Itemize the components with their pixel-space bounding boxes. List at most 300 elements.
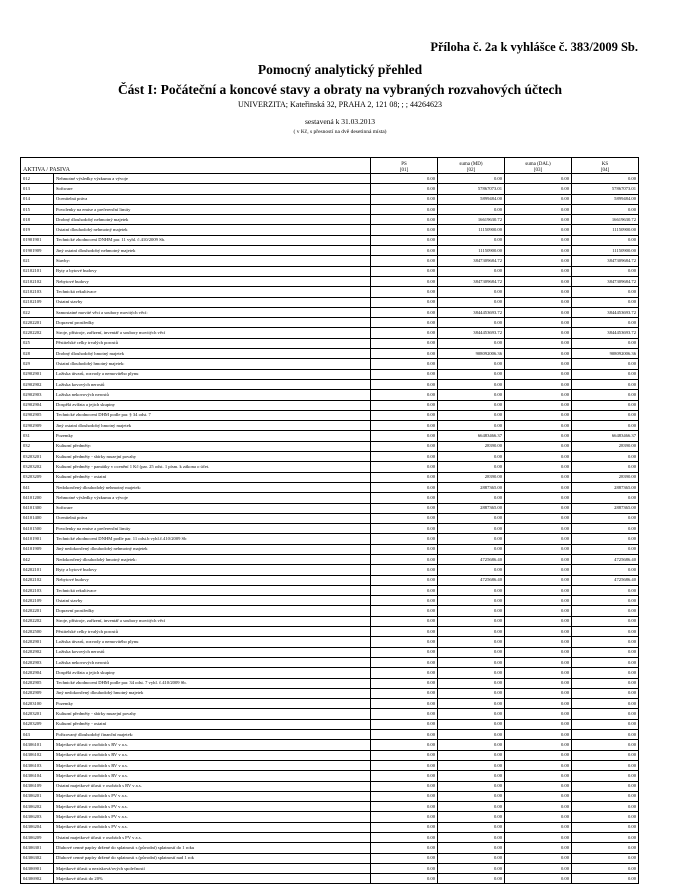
ps-value: 0.00	[371, 709, 438, 719]
ks-value: 0.00	[572, 853, 639, 863]
table-row	[21, 719, 639, 729]
account-code: 04306102	[21, 750, 54, 760]
table-row	[21, 174, 639, 184]
account-name: Ostatní dlouhodobý hmotný majetek:	[54, 359, 371, 369]
ks-value: 0.00	[572, 452, 639, 462]
ks-value: 0.00	[572, 719, 639, 729]
account-name: Jiný nedokončený dlouhodobý nehmotný majetek	[54, 544, 371, 554]
dal-value: 0.00	[505, 863, 572, 873]
ps-value: 0.00	[371, 575, 438, 585]
account-code: 04306902	[21, 874, 54, 884]
ps-value: 0.00	[371, 462, 438, 472]
annex-reference: Příloha č. 2a k vyhlášce č. 383/2009 Sb.	[430, 40, 638, 54]
account-name: Ložiska kovových nerostů	[54, 379, 371, 389]
dal-value: 0.00	[505, 657, 572, 667]
ks-value: 0.00	[572, 668, 639, 678]
dal-value: 0.00	[505, 390, 572, 400]
table-row	[21, 410, 639, 420]
account-name: Drobný dlouhodobý hmotný majetek	[54, 349, 371, 359]
ps-value: 0.00	[371, 657, 438, 667]
table-row	[21, 647, 639, 657]
table-row	[21, 379, 639, 389]
md-value: 0.00	[438, 318, 505, 328]
account-name: Technické zhodnocení DHM podle par. § 34 odst. 7	[54, 410, 371, 420]
md-value: 0.00	[438, 668, 505, 678]
ks-value: 0.00	[572, 833, 639, 843]
account-name: Ložiska nekovových nerostů	[54, 657, 371, 667]
ks-value: 66483466.37	[572, 431, 639, 441]
account-name: Ostatní majetkové účasti v osobách s RV v a.s.	[54, 781, 371, 791]
dal-value: 0.00	[505, 874, 572, 884]
dal-value: 0.00	[505, 359, 572, 369]
ks-value: 0.00	[572, 606, 639, 616]
dal-value: 0.00	[505, 184, 572, 194]
ks-value: 2887365.00	[572, 482, 639, 492]
table-row	[21, 287, 639, 297]
table-row	[21, 627, 639, 637]
account-code: 04101909	[21, 544, 54, 554]
ps-value: 0.00	[371, 637, 438, 647]
account-name: Nedokončený dlouhodobý hmotný majetek:	[54, 554, 371, 564]
account-code: 04306204	[21, 822, 54, 832]
ps-value: 0.00	[371, 596, 438, 606]
account-code: 02102103	[21, 287, 54, 297]
ps-value: 0.00	[371, 369, 438, 379]
ps-value: 0.00	[371, 585, 438, 595]
ps-value: 0.00	[371, 482, 438, 492]
account-name: Dopravní prostředky	[54, 606, 371, 616]
account-name: Dluhové cenné papíry držené do splatnosti s (původní) splatností do 1 roku	[54, 843, 371, 853]
account-code: 028	[21, 349, 54, 359]
ps-value: 0.00	[371, 503, 438, 513]
md-value: 0.00	[438, 699, 505, 709]
dal-value: 0.00	[505, 544, 572, 554]
account-code: 04203100	[21, 699, 54, 709]
table-row	[21, 709, 639, 719]
ps-value: 0.00	[371, 174, 438, 184]
table-row	[21, 843, 639, 853]
ps-value: 0.00	[371, 853, 438, 863]
account-code: 025	[21, 338, 54, 348]
table-row	[21, 513, 639, 523]
dal-value: 0.00	[505, 204, 572, 214]
ps-value: 0.00	[371, 812, 438, 822]
ks-value: 0.00	[572, 760, 639, 770]
ps-value: 0.00	[371, 524, 438, 534]
ps-value: 0.00	[371, 215, 438, 225]
ks-value: 3844453693.72	[572, 328, 639, 338]
account-code: 04306901	[21, 863, 54, 873]
account-code: 04202909	[21, 688, 54, 698]
ps-value: 0.00	[371, 276, 438, 286]
ks-value: 0.00	[572, 400, 639, 410]
account-code: 04101500	[21, 524, 54, 534]
account-name: Ostatní majetkové účasti v osobách s PV v a.s.	[54, 833, 371, 843]
account-code: 04101200	[21, 493, 54, 503]
ks-value: 0.00	[572, 627, 639, 637]
ps-value: 0.00	[371, 338, 438, 348]
md-value: 0.00	[438, 390, 505, 400]
dal-value: 0.00	[505, 760, 572, 770]
dal-value: 0.00	[505, 524, 572, 534]
ps-value: 0.00	[371, 730, 438, 740]
ps-value: 0.00	[371, 771, 438, 781]
ks-value: 908092006.36	[572, 349, 639, 359]
ks-value: 0.00	[572, 709, 639, 719]
account-code: 03203202	[21, 462, 54, 472]
account-name: Nebytové budovy	[54, 276, 371, 286]
account-name: Nedokončený dlouhodobý nehmotný majetek:	[54, 482, 371, 492]
ks-value: 0.00	[572, 287, 639, 297]
dal-value: 0.00	[505, 246, 572, 256]
dal-value: 0.00	[505, 709, 572, 719]
dal-value: 0.00	[505, 678, 572, 688]
dal-value: 0.00	[505, 730, 572, 740]
md-value: 0.00	[438, 297, 505, 307]
account-code: 03203209	[21, 472, 54, 482]
account-code: 04306203	[21, 812, 54, 822]
table-row	[21, 524, 639, 534]
ps-value: 0.00	[371, 843, 438, 853]
account-name: Pozemky	[54, 431, 371, 441]
md-value: 0.00	[438, 853, 505, 863]
account-code: 04202903	[21, 657, 54, 667]
md-value: 0.00	[438, 833, 505, 843]
account-code: 022	[21, 307, 54, 317]
md-value: 0.00	[438, 719, 505, 729]
ps-value: 0.00	[371, 781, 438, 791]
ks-value: 0.00	[572, 678, 639, 688]
table-row	[21, 400, 639, 410]
account-code: 014	[21, 194, 54, 204]
table-row	[21, 874, 639, 884]
md-value: 0.00	[438, 709, 505, 719]
dal-value: 0.00	[505, 616, 572, 626]
ps-value: 0.00	[371, 204, 438, 214]
dal-value: 0.00	[505, 781, 572, 791]
account-code: 04306101	[21, 740, 54, 750]
ks-value: 0.00	[572, 493, 639, 503]
ks-value: 0.00	[572, 462, 639, 472]
account-code: 04202101	[21, 565, 54, 575]
table-row	[21, 472, 639, 482]
account-name: Majetkové účasti v osobách s PV v a.s.	[54, 802, 371, 812]
ps-value: 0.00	[371, 184, 438, 194]
dal-value: 0.00	[505, 606, 572, 616]
account-name: Ložiska útvarů, rozvody a nemovitého plynu	[54, 637, 371, 647]
dal-value: 0.00	[505, 822, 572, 832]
md-value: 11150900.00	[438, 246, 505, 256]
dal-value: 0.00	[505, 400, 572, 410]
ks-value: 0.00	[572, 688, 639, 698]
ps-value: 0.00	[371, 719, 438, 729]
account-code: 02202202	[21, 328, 54, 338]
ks-value: 57867073.01	[572, 184, 639, 194]
ks-value: 28390.00	[572, 441, 639, 451]
table-row	[21, 194, 639, 204]
md-value: 0.00	[438, 627, 505, 637]
ks-value: 0.00	[572, 544, 639, 554]
date-line: sestavená k 31.03.2013	[305, 117, 375, 126]
ps-value: 0.00	[371, 544, 438, 554]
table-row	[21, 390, 639, 400]
ps-value: 0.00	[371, 750, 438, 760]
md-value: 0.00	[438, 606, 505, 616]
units-note: ( v Kč, s přesností na dvě desetinná místa)	[293, 129, 387, 135]
account-name: Stroje, přístroje, zařízení, inventář a soubory movitých věcí	[54, 616, 371, 626]
account-name: Pěstitelské celky trvalých porostů	[54, 627, 371, 637]
md-value: 2887365.00	[438, 503, 505, 513]
md-value: 0.00	[438, 524, 505, 534]
account-name: Jiný ostatní dlouhodobý hmotný majetek	[54, 421, 371, 431]
ps-value: 0.00	[371, 287, 438, 297]
dal-value: 0.00	[505, 699, 572, 709]
account-name: Ocenitelná práva	[54, 194, 371, 204]
md-value: 3847309684.72	[438, 276, 505, 286]
ps-value: 0.00	[371, 472, 438, 482]
ks-value: 0.00	[572, 647, 639, 657]
account-code: 04202500	[21, 627, 54, 637]
table-row	[21, 802, 639, 812]
account-name: Byty a bytové budovy	[54, 266, 371, 276]
table-row	[21, 565, 639, 575]
dal-value: 0.00	[505, 379, 572, 389]
account-code: 04306201	[21, 791, 54, 801]
md-value: 0.00	[438, 400, 505, 410]
account-name: Majetkové účasti u nezisková/ových společností	[54, 863, 371, 873]
md-value: 16619630.72	[438, 215, 505, 225]
account-code: 04101300	[21, 503, 54, 513]
md-value: 0.00	[438, 565, 505, 575]
account-code: 02902903	[21, 390, 54, 400]
ks-value: 0.00	[572, 843, 639, 853]
md-value: 0.00	[438, 379, 505, 389]
dal-value: 0.00	[505, 833, 572, 843]
account-code: 04202103	[21, 585, 54, 595]
account-name: Ložiska útvarů, rozvody a nemovitého plynu	[54, 369, 371, 379]
account-code: 043	[21, 730, 54, 740]
account-name: Ložiska kovových nerostů	[54, 647, 371, 657]
ps-value: 0.00	[371, 833, 438, 843]
table-row	[21, 369, 639, 379]
ps-value: 0.00	[371, 688, 438, 698]
table-header-row	[21, 158, 639, 174]
account-code: 04203209	[21, 719, 54, 729]
table-row	[21, 760, 639, 770]
account-name: Nebytové budovy	[54, 575, 371, 585]
account-code: 04202905	[21, 678, 54, 688]
md-value: 0.00	[438, 369, 505, 379]
ps-value: 0.00	[371, 266, 438, 276]
account-code: 013	[21, 184, 54, 194]
table-row	[21, 678, 639, 688]
md-value: 0.00	[438, 338, 505, 348]
table-row	[21, 585, 639, 595]
account-name: Jiný ostatní dlouhodobý nehmotný majetek	[54, 246, 371, 256]
md-value: 3844453693.72	[438, 307, 505, 317]
dal-value: 0.00	[505, 554, 572, 564]
table-row	[21, 318, 639, 328]
table-row	[21, 771, 639, 781]
ks-value: 0.00	[572, 596, 639, 606]
ks-value: 0.00	[572, 318, 639, 328]
col-header-dal: suma (DAL) [03]	[505, 158, 572, 174]
table-row	[21, 781, 639, 791]
account-code: 04306103	[21, 760, 54, 770]
table-row	[21, 606, 639, 616]
ps-value: 0.00	[371, 431, 438, 441]
table-row	[21, 750, 639, 760]
ks-value: 11150900.00	[572, 225, 639, 235]
md-value: 0.00	[438, 822, 505, 832]
ps-value: 0.00	[371, 565, 438, 575]
dal-value: 0.00	[505, 266, 572, 276]
account-name: Kulturní předměty - sbírky muzejní povahy	[54, 709, 371, 719]
ps-value: 0.00	[371, 791, 438, 801]
md-value: 0.00	[438, 730, 505, 740]
ps-value: 0.00	[371, 554, 438, 564]
ks-value: 0.00	[572, 699, 639, 709]
table-row	[21, 276, 639, 286]
ps-value: 0.00	[371, 452, 438, 462]
md-value: 0.00	[438, 637, 505, 647]
ks-value: 0.00	[572, 740, 639, 750]
account-code: 02102109	[21, 297, 54, 307]
table-row	[21, 544, 639, 554]
table-row	[21, 791, 639, 801]
col-header-md: suma (MD) [02]	[438, 158, 505, 174]
account-code: 04306209	[21, 833, 54, 843]
table-row	[21, 338, 639, 348]
balance-table	[20, 157, 639, 884]
ps-value: 0.00	[371, 390, 438, 400]
md-value: 0.00	[438, 678, 505, 688]
md-value: 0.00	[438, 750, 505, 760]
md-value: 0.00	[438, 359, 505, 369]
account-name: Kulturní předměty - ostatní	[54, 719, 371, 729]
ps-value: 0.00	[371, 760, 438, 770]
dal-value: 0.00	[505, 513, 572, 523]
ps-value: 0.00	[371, 349, 438, 359]
ks-value: 0.00	[572, 235, 639, 245]
dal-value: 0.00	[505, 452, 572, 462]
col-header-ps: PS [01]	[371, 158, 438, 174]
table-row	[21, 482, 639, 492]
dal-value: 0.00	[505, 688, 572, 698]
ks-value: 0.00	[572, 513, 639, 523]
dal-value: 0.00	[505, 585, 572, 595]
dal-value: 0.00	[505, 338, 572, 348]
dal-value: 0.00	[505, 462, 572, 472]
ps-value: 0.00	[371, 822, 438, 832]
table-row	[21, 534, 639, 544]
ks-value: 0.00	[572, 730, 639, 740]
md-value: 0.00	[438, 843, 505, 853]
table-row	[21, 452, 639, 462]
table-row	[21, 699, 639, 709]
dal-value: 0.00	[505, 256, 572, 266]
ks-value: 4725686.40	[572, 575, 639, 585]
ks-value: 0.00	[572, 802, 639, 812]
report-subtitle: Část I: Počáteční a koncové stavy a obraty na vybraných rozvahových účtech	[117, 82, 563, 97]
md-value: 0.00	[438, 585, 505, 595]
ks-value: 0.00	[572, 524, 639, 534]
table-row	[21, 657, 639, 667]
account-code: 02902909	[21, 421, 54, 431]
account-name: Majetkové účasti v osobách s PV v a.s.	[54, 791, 371, 801]
account-name: Pořizovaný dlouhodobý finanční majetek:	[54, 730, 371, 740]
ks-value: 0.00	[572, 822, 639, 832]
md-value: 0.00	[438, 688, 505, 698]
ps-value: 0.00	[371, 647, 438, 657]
ks-value: 4725686.40	[572, 554, 639, 564]
account-name: Software	[54, 184, 371, 194]
dal-value: 0.00	[505, 853, 572, 863]
dal-value: 0.00	[505, 235, 572, 245]
ps-value: 0.00	[371, 400, 438, 410]
ks-value: 0.00	[572, 297, 639, 307]
table-row	[21, 853, 639, 863]
ks-value: 3847309684.72	[572, 276, 639, 286]
md-value: 0.00	[438, 534, 505, 544]
account-name: Technické zhodnocení DHM podle par. 34 odst. 7 vyhl. č.410/2009 Sb.	[54, 678, 371, 688]
dal-value: 0.00	[505, 812, 572, 822]
table-row	[21, 235, 639, 245]
dal-value: 0.00	[505, 431, 572, 441]
md-value: 0.00	[438, 863, 505, 873]
account-code: 04101901	[21, 534, 54, 544]
account-code: 042	[21, 554, 54, 564]
table-row	[21, 688, 639, 698]
dal-value: 0.00	[505, 740, 572, 750]
dal-value: 0.00	[505, 174, 572, 184]
table-row	[21, 730, 639, 740]
account-code: 04306109	[21, 781, 54, 791]
account-name: Jiný nedokončený dlouhodobý hmotný majetek	[54, 688, 371, 698]
dal-value: 0.00	[505, 482, 572, 492]
ks-value: 0.00	[572, 266, 639, 276]
md-value: 0.00	[438, 771, 505, 781]
table-row	[21, 256, 639, 266]
dal-value: 0.00	[505, 637, 572, 647]
account-name: Dopravní prostředky	[54, 318, 371, 328]
ps-value: 0.00	[371, 699, 438, 709]
dal-value: 0.00	[505, 472, 572, 482]
account-name: Kulturní předměty - památky v ocenění 1 Kč (par. 25 odst. 1 písm. k zákona o účet.	[54, 462, 371, 472]
md-value: 0.00	[438, 781, 505, 791]
account-name: Ocenitelná práva	[54, 513, 371, 523]
ks-value: 0.00	[572, 874, 639, 884]
table-row	[21, 297, 639, 307]
md-value: 66483466.37	[438, 431, 505, 441]
ps-value: 0.00	[371, 627, 438, 637]
table-row	[21, 431, 639, 441]
col-header-ks: KS [04]	[572, 158, 639, 174]
md-value: 3847309684.72	[438, 256, 505, 266]
account-code: 02202201	[21, 318, 54, 328]
account-name: Ostatní dlouhodobý nehmotný majetek	[54, 225, 371, 235]
md-value: 3844453693.72	[438, 328, 505, 338]
account-name: Majetkové účasti v osobách s RV v a.s.	[54, 750, 371, 760]
dal-value: 0.00	[505, 596, 572, 606]
ps-value: 0.00	[371, 297, 438, 307]
account-code: 04202901	[21, 637, 54, 647]
ps-value: 0.00	[371, 328, 438, 338]
dal-value: 0.00	[505, 503, 572, 513]
md-value: 0.00	[438, 616, 505, 626]
ks-value: 11150900.00	[572, 246, 639, 256]
ks-value: 0.00	[572, 781, 639, 791]
